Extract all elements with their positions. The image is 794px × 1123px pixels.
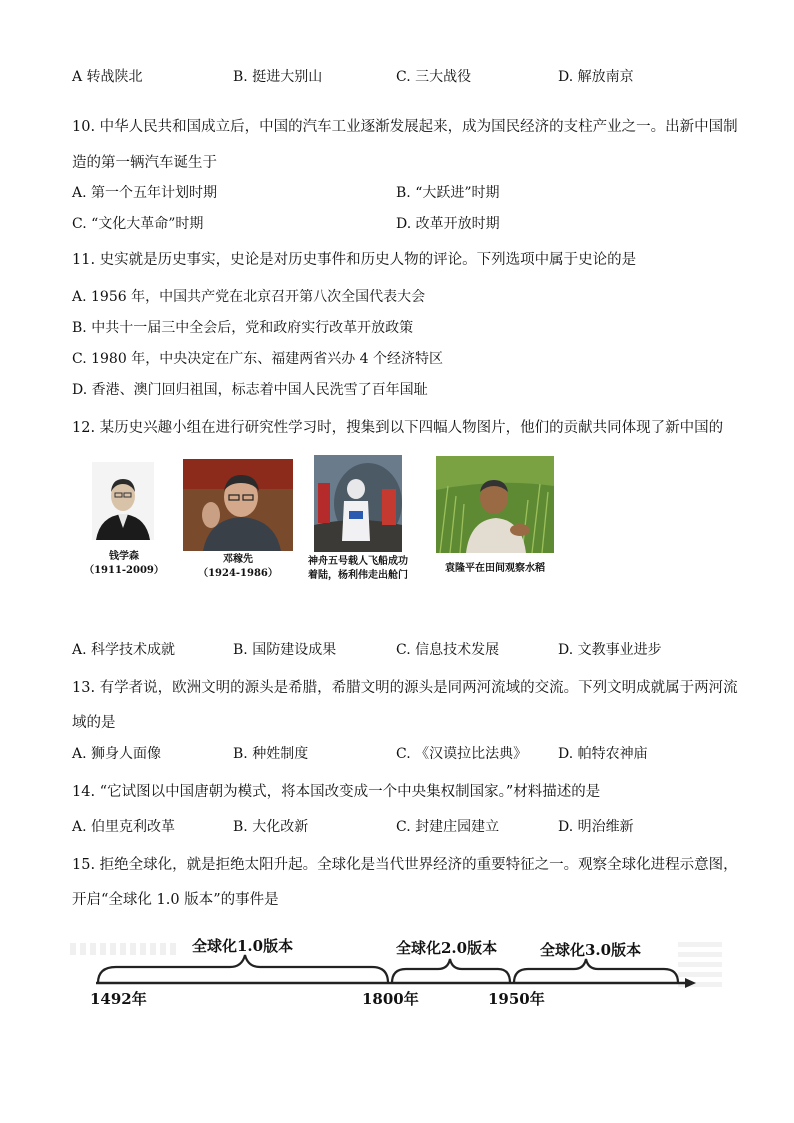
q11-stem: 11. 史实就是历史事实，史论是对历史事件和历史人物的评论。下列选项中属于史论的是 xyxy=(72,252,637,268)
brace-1 xyxy=(98,955,388,983)
brace-2 xyxy=(392,959,510,983)
q10-option-d[interactable]: D. 改革开放时期 xyxy=(396,216,500,232)
brace-3 xyxy=(514,959,678,983)
photo-shenzhou-5 xyxy=(314,455,402,552)
q10-stem-line1: 10. 中华人民共和国成立后，中国的汽车工业逐渐发展起来，成为国民经济的支柱产业之一。出新中国制 xyxy=(72,119,738,135)
q9-option-a[interactable]: A 转战陕北 xyxy=(72,69,143,85)
q14-option-c[interactable]: C. 封建庄园建立 xyxy=(396,819,500,835)
q13-stem-line1: 13. 有学者说，欧洲文明的源头是希腊，希腊文明的源头是同两河流域的交流。下列文明成就属于两河流 xyxy=(72,680,738,696)
portrait-qian-xuesen xyxy=(92,462,154,540)
photo-yuan-longping-image xyxy=(436,456,554,553)
timeline-version-3: 全球化3.0版本 xyxy=(540,941,642,959)
timeline-year-1492: 1492年 xyxy=(90,990,147,1008)
q9-option-b[interactable]: B. 挺进大别山 xyxy=(233,69,323,85)
q14-option-a[interactable]: A. 伯里克利改革 xyxy=(72,819,176,835)
q12-options xyxy=(72,639,732,659)
q9-option-d[interactable]: D. 解放南京 xyxy=(558,69,634,85)
q14-option-b[interactable]: B. 大化改新 xyxy=(233,819,309,835)
q13-options xyxy=(72,743,732,763)
q15-stem-line2: 开启“全球化 1.0 版本”的事件是 xyxy=(72,892,279,908)
q11-option-c[interactable]: C. 1980 年，中央决定在广东、福建两省兴办 4 个经济特区 xyxy=(72,351,443,367)
q13-option-c[interactable]: C. 《汉谟拉比法典》 xyxy=(396,746,528,762)
q10-option-b[interactable]: B. “大跃进”时期 xyxy=(396,185,500,201)
caption-qian-xuesen-name: 钱学森 xyxy=(109,551,139,562)
q9-option-c[interactable]: C. 三大战役 xyxy=(396,69,472,85)
timeline-arrowhead-icon xyxy=(685,978,696,988)
timeline-year-1950: 1950年 xyxy=(488,990,545,1008)
caption-yuan-longping xyxy=(420,562,570,576)
q12-option-d[interactable]: D. 文教事业进步 xyxy=(558,642,662,658)
timeline-version-1: 全球化1.0版本 xyxy=(192,937,294,955)
q12-option-a[interactable]: A. 科学技术成就 xyxy=(72,642,176,658)
q10-options-row2 xyxy=(72,213,732,233)
q11-option-a[interactable]: A. 1956 年，中国共产党在北京召开第八次全国代表大会 xyxy=(72,289,426,305)
photo-shenzhou-5-image xyxy=(314,455,402,552)
globalization-timeline xyxy=(70,925,730,1015)
q14-options xyxy=(72,816,732,836)
timeline-year-1800: 1800年 xyxy=(362,990,419,1008)
timeline-version-2: 全球化2.0版本 xyxy=(396,939,498,957)
caption-qian-xuesen xyxy=(78,550,170,578)
q14-stem: 14. “它试图以中国唐朝为模式，将本国改变成一个中央集权制国家。”材料描述的是 xyxy=(72,784,601,800)
q11-option-d[interactable]: D. 香港、澳门回归祖国，标志着中国人民洗雪了百年国耻 xyxy=(72,382,428,398)
portrait-qian-xuesen-image xyxy=(92,462,154,540)
caption-deng-jiaxian-name: 邓稼先 xyxy=(223,554,253,565)
photo-deng-jiaxian xyxy=(183,459,293,551)
caption-shenzhou-5 xyxy=(294,555,422,583)
caption-shenzhou-5-line2: 着陆，杨利伟走出舱门 xyxy=(308,570,408,581)
q9-options xyxy=(72,66,732,86)
photo-deng-jiaxian-image xyxy=(183,459,293,551)
q10-options-row1 xyxy=(72,182,732,202)
caption-deng-jiaxian xyxy=(190,553,286,581)
caption-qian-xuesen-years: （1911-2009） xyxy=(84,565,164,576)
q10-option-c[interactable]: C. “文化大革命”时期 xyxy=(72,216,204,232)
q10-stem-line2: 造的第一辆汽车诞生于 xyxy=(72,155,217,171)
q12-option-c[interactable]: C. 信息技术发展 xyxy=(396,642,500,658)
q13-option-d[interactable]: D. 帕特农神庙 xyxy=(558,746,648,762)
q15-stem-line1: 15. 拒绝全球化，就是拒绝太阳升起。全球化是当代世界经济的重要特征之一。观察全球化进程示意图， xyxy=(72,857,738,873)
q12-option-b[interactable]: B. 国防建设成果 xyxy=(233,642,337,658)
q10-option-a[interactable]: A. 第一个五年计划时期 xyxy=(72,185,218,201)
q12-stem: 12. 某历史兴趣小组在进行研究性学习时，搜集到以下四幅人物图片，他们的贡献共同体现了新中国的 xyxy=(72,420,724,436)
photo-yuan-longping xyxy=(436,456,554,553)
q13-stem-line2: 域的是 xyxy=(72,715,116,731)
caption-yuan-longping-line1: 袁隆平在田间观察水稻 xyxy=(445,563,545,574)
q11-option-b[interactable]: B. 中共十一届三中全会后，党和政府实行改革开放政策 xyxy=(72,320,414,336)
q13-option-b[interactable]: B. 种姓制度 xyxy=(233,746,309,762)
caption-shenzhou-5-line1: 神舟五号载人飞船成功 xyxy=(308,556,408,567)
caption-deng-jiaxian-years: （1924-1986） xyxy=(198,568,278,579)
q14-option-d[interactable]: D. 明治维新 xyxy=(558,819,634,835)
q13-option-a[interactable]: A. 狮身人面像 xyxy=(72,746,162,762)
